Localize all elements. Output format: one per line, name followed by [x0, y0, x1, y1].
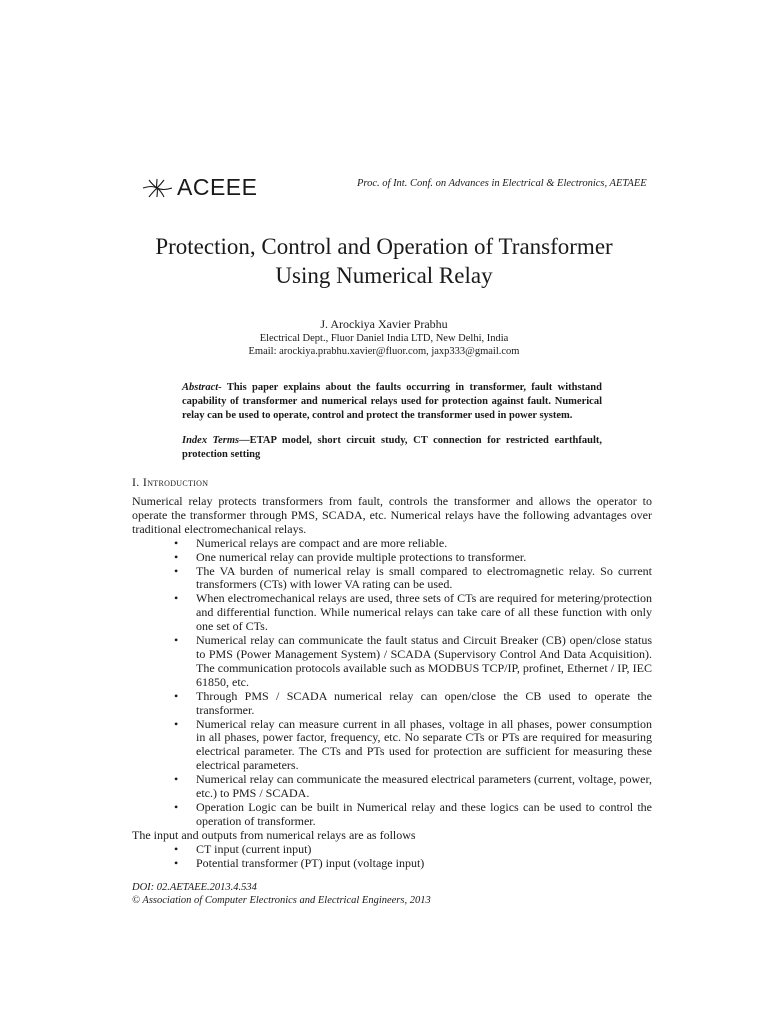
title-line-1: Protection, Control and Operation of Transformer	[155, 234, 613, 259]
index-terms: Index Terms—ETAP model, short circuit study, CT connection for restricted earthfault, protection setting	[182, 435, 603, 460]
page-footer	[132, 881, 652, 907]
bullet-icon: •	[174, 549, 179, 564]
list-item: • Numerical relay can communicate the fault status and Circuit Breaker (CB) open/close status to PMS (Power Management System) / SCADA (Supervisory Control And Data Acquisition). The communication protocols available such as MODBUS TCP/IP, profinet, Ethernet / IP, IEC 61850, etc.	[174, 633, 652, 689]
author-affiliation	[100, 332, 668, 358]
email-line: Email: arockiya.prabhu.xavier@fluor.com, jaxp333@gmail.com	[248, 346, 520, 357]
bullet-icon: •	[174, 841, 179, 856]
bullet-icon: •	[174, 563, 179, 578]
list-item: • Numerical relay can communicate the measured electrical parameters (current, voltage, power, etc.) to PMS / SCADA.	[174, 772, 652, 801]
list-item: • Potential transformer (PT) input (voltage input)	[174, 855, 425, 870]
bullet-icon: •	[174, 716, 179, 731]
list-item: • Numerical relay can measure current in all phases, voltage in all phases, power consumption in all phases, power factor, frequency, etc. No separate CTs or PTs are required for measuring electrical parameter. The CTs and PTs used for protection are sufficient for measuring these electrical parameters.	[174, 716, 652, 773]
index-terms-text: ETAP model, short circuit study, CT connection for restricted earthfault, protection setting	[182, 435, 603, 460]
doi-line: DOI: 02.AETAEE.2013.4.534	[132, 882, 257, 893]
io-paragraph: The input and outputs from numerical relays are as follows	[132, 827, 416, 842]
aceee-star-icon	[140, 177, 174, 199]
author-name: J. Arockiya Xavier Prabhu	[320, 317, 448, 331]
bullet-icon: •	[174, 633, 179, 648]
affiliation-line: Electrical Dept., Fluor Daniel India LTD, New Delhi, India	[259, 333, 509, 344]
list-item: • Numerical relays are compact and are more reliable.	[174, 535, 448, 550]
paper-title	[100, 232, 668, 290]
list-item: • One numerical relay can provide multiple protections to transformer.	[174, 549, 527, 564]
list-item: • Through PMS / SCADA numerical relay can open/close the CB used to operate the transformer.	[174, 688, 652, 717]
title-line-2: Using Numerical Relay	[275, 263, 493, 288]
abstract: Abstract- This paper explains about the faults occurring in transformer, fault withstand capability of transformer and numerical relays used for protection against fault. Numerical relay can be used to operate, control and protect the transformer used in power system.	[182, 382, 602, 421]
copyright-line: © Association of Computer Electronics and Electrical Engineers, 2013	[132, 895, 431, 906]
intro-paragraph: Numerical relay protects transformers from fault, controls the transformer and allows the operator to operate the transformer through PMS, SCADA, etc. Numerical relays have the following advantages over traditional electromechanical relays.	[132, 494, 652, 536]
bullet-icon: •	[174, 799, 179, 814]
aceee-logo	[140, 174, 257, 201]
logo-text: ACEEE	[177, 174, 258, 200]
proceedings-line: Proc. of Int. Conf. on Advances in Electrical & Electronics, AETAEE	[357, 178, 647, 189]
bullet-icon: •	[174, 688, 179, 703]
list-item: • When electromechanical relays are used, three sets of CTs are required for metering/protection and differential function. While numerical relays can take care of all these function with only one set of CTs.	[174, 591, 652, 634]
list-item: • The VA burden of numerical relay is small compared to electromagnetic relay. So current transformers (CTs) with lower VA rating can be used.	[174, 563, 652, 592]
bullet-icon: •	[174, 772, 179, 787]
section-title: Introduction	[142, 475, 209, 489]
abstract-text: This paper explains about the faults occurring in transformer, fault withstand capability of transformer and numerical relays used for protection against fault. Numerical relay can be used to operate, control and protect the transformer used in power system.	[182, 382, 602, 421]
section-number: I.	[132, 475, 140, 489]
list-item: • Operation Logic can be built in Numerical relay and these logics can be used to control the operation of transformer.	[174, 799, 652, 828]
bullet-icon: •	[174, 535, 179, 550]
list-item: • CT input (current input)	[174, 841, 312, 856]
section-body	[132, 495, 652, 870]
bullet-icon: •	[174, 855, 179, 870]
index-terms-label: Index Terms	[182, 435, 240, 446]
abstract-label: Abstract	[182, 382, 219, 393]
advantages-list	[132, 537, 652, 829]
io-list	[132, 843, 652, 871]
bullet-icon: •	[174, 591, 179, 606]
section-heading	[132, 475, 208, 490]
